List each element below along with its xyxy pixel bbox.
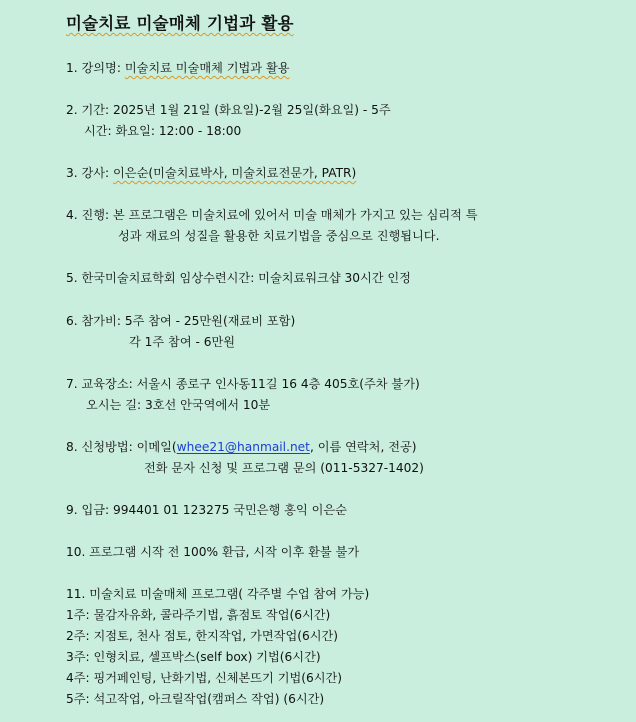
- program-week-4: 4주: 핑거페인팅, 난화기법, 신체본뜨기 기법(6시간): [66, 671, 343, 685]
- course-name: 미술치료 미술매체 기법과 활용: [124, 61, 290, 75]
- program-week-5: 5주: 석고작업, 아크릴작업(캠퍼스 작업) (6시간): [66, 692, 325, 706]
- instructor-name: 이은순(미술치료박사, 미술치료전문가, PATR): [113, 166, 357, 180]
- program-week-2: 2주: 지점토, 천사 점토, 한지작업, 가면작업(6시간): [66, 629, 339, 643]
- course-name-line: [66, 60, 290, 76]
- program-heading: 11. 미술치료 미술매체 프로그램( 각주별 수업 참여 가능): [66, 587, 370, 601]
- fee-full: 5주 참여 - 25만원(재료비 포함): [124, 314, 296, 328]
- fee-label: 6. 참가비:: [66, 314, 125, 328]
- venue-address: 서울시 종로구 인사동11길 16 4층 405호(주차 불가): [136, 377, 420, 391]
- period-line: [66, 102, 391, 118]
- progress-label: 4. 진행:: [66, 208, 114, 222]
- venue-label: 7. 교육장소:: [66, 377, 137, 391]
- fee-line: [66, 313, 295, 329]
- progress-line-2: 성과 재료의 성질을 활용한 치료기법을 중심으로 진행됩니다.: [118, 229, 440, 243]
- instructor-label: 3. 강사:: [66, 166, 114, 180]
- period-dates: 2025년 1월 21일 (화요일)-2월 25일(화요일) - 5주: [113, 103, 391, 117]
- document-title: 미술치료 미술매체 기법과 활용: [66, 14, 294, 33]
- time-line: 시간: 화요일: 12:00 - 18:00: [84, 124, 242, 138]
- apply-label: 8. 신청방법:: [66, 440, 137, 454]
- apply-email-prefix: 이메일(: [136, 440, 177, 454]
- progress-text-1: 본 프로그램은 미술치료에 있어서 미술 매체가 가지고 있는 심리적 특: [113, 208, 478, 222]
- period-label: 2. 기간:: [66, 103, 114, 117]
- course-label: 1. 강의명:: [66, 61, 125, 75]
- deposit-line: 9. 입금: 994401 01 123275 국민은행 홍익 이은순: [66, 503, 347, 517]
- apply-email-suffix: , 이름 연락처, 전공): [309, 440, 417, 454]
- refund-line: 10. 프로그램 시작 전 100% 환급, 시작 이후 환불 불가: [66, 545, 360, 559]
- progress-line-1: [66, 207, 478, 223]
- apply-line: [66, 439, 417, 455]
- fee-single-line: 각 1주 참여 - 6만원: [129, 335, 236, 349]
- email-link[interactable]: whee21@hanmail.net: [176, 440, 310, 454]
- certification-line: 5. 한국미술치료학회 임상수련시간: 미술치료워크샵 30시간 인정: [66, 271, 411, 285]
- directions-line: 오시는 길: 3호선 안국역에서 10분: [86, 398, 271, 412]
- instructor-line: [66, 165, 356, 181]
- program-week-3: 3주: 인형치료, 셀프박스(self box) 기법(6시간): [66, 650, 321, 664]
- venue-line: [66, 376, 420, 392]
- phone-line: 전화 문자 신청 및 프로그램 문의 (011-5327-1402): [144, 461, 424, 475]
- program-week-1: 1주: 물감자유화, 콜라주기법, 흙점토 작업(6시간): [66, 608, 331, 622]
